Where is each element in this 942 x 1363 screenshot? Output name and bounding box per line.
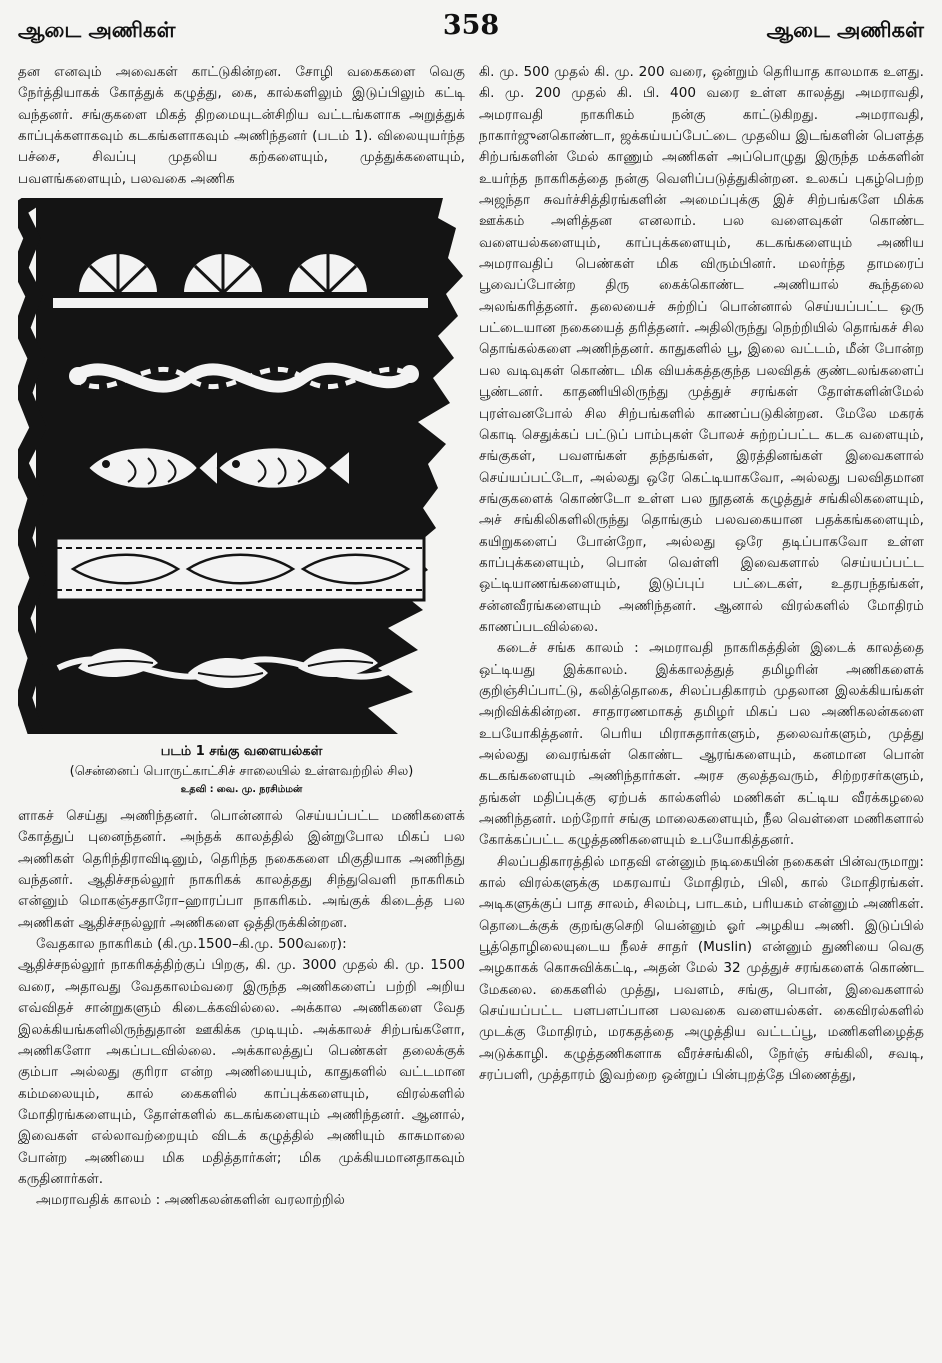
heading-amaravati-period	[18, 1190, 465, 1211]
paragraph-vedic: ஆதிச்சநல்லூர் நாகரிகத்திற்குப் பிறகு, கி. மு. 3000 முதல் கி. மு. 1500 வரை, அதாவது வேதகாலம்வரை இருந்த அணிகளைப் பற்றி அறிய எவ்விதச் சான்றுகளும் கிடைக்கவில்லை. அக்கால அணிகளை வேத இலக்கியங்களிலிருந்துதான் ஊகிக்க முடியும். அக்காலச் சிற்பங்களோ, அணிகளோ அகப்படவில்லை. அக்காலத்துப் பெண்கள் தலைக்குக் கும்பா அல்லது குரிரா என்ற அணியையும், காதுகளில் வட்டமான கம்மலையும், கால் கைகளில் காப்புக்களையும், விரல்களில் மோதிரங்களையும், தோள்களில் கடகங்களையும் அணிந்தனர். ஆனால், இவைகள் எல்லாவற்றையும் விடக் கழுத்தில் அணியும் காசுமாலை போன்ற அணியை மிக மதித்தார்கள்; மிக முக்கியமானதாகவும் கருதினார்கள்.	[18, 957, 465, 1187]
right-column	[479, 62, 924, 1087]
figure-caption: படம் 1 சங்கு வளையல்கள்	[160, 744, 323, 760]
heading-vedic-period	[18, 934, 465, 955]
band-arches	[53, 236, 428, 308]
left-column	[18, 62, 465, 1212]
conch-bangles-illustration	[18, 198, 465, 734]
paragraph-adichanallur: ளாகச் செய்து அணிந்தனர். பொன்னால் செய்யப்பட்ட மணிகளைக் கோத்துப் புனைந்தனர். அந்தக் காலத்தில் இன்றுபோல மிகப் பல அணிகள் தெரிந்திராவிடினும், தெரிந்த நகைகளை மிகுதியாக அணிந்து வந்தனர். ஆதிச்சநல்லூர் நாகரிகக் காலத்தது சிந்துவெளி நாகரிகம் என்னும் மொகஞ்சதாரோ–ஹாரப்பா நாகரிகம். அங்குக் கிடைத்த பல அணிகள் ஆதிச்சநல்லூர் அணிகளை ஒத்திருக்கின்றன.	[18, 808, 465, 931]
band-lozenges	[56, 538, 424, 600]
page-header	[18, 8, 924, 58]
sangam-lead: கடைச் சங்க காலம் :	[497, 640, 639, 657]
paragraph-silappathikaram: சிலப்பதிகாரத்தில் மாதவி என்னும் நடிகையின் நகைகள் பின்வருமாறு: கால் விரல்களுக்கு மகரவாய் மோதிரம், பிலி, கால் மோதிரங்கள். அடிகளுக்குப் பாத சாலம், சிலம்பு, பாடகம், பரியகம் என்னும் அணிகள். தொடைக்குக் குறங்குசெறி யென்னும் ஓர் அழகிய அணி. இடுப்பில் பூத்தொழிலையுடைய நீலச் சாதர் (Muslin) என்னும் துணியை வெகு அழகாகக் கொசுவிக்கட்டி, அதன் மேல் 32 முத்துச் சரங்களைக் கொண்ட மேகலை. கைகளில் முத்து, பவளம், சங்கு, பொன், இவைகளால் செய்யப்பட்ட பளபளப்பான பலவகை வளையல்கள். கைவிரல்களில் முடக்கு மோதிரம், மரகதத்தை அழுத்திய வட்டப்பூ, மணிகளிழைத்த அடுக்காழி. கழுத்தணிகளாக வீரச்சங்கிலி, நேர்ஞ் சங்கிலி, சவடி, சரப்பளி, முத்தாரம் இவற்றை ஒன்றுப் பின்புறத்தே பிணைத்து,	[479, 853, 924, 1084]
figure-subcaption: (சென்னைப் பொருட்காட்சிச் சாலையில் உள்ளவற்றில் சில)	[69, 764, 414, 780]
running-title-left: ஆடை அணிகள்	[18, 18, 176, 42]
paragraph-sangam	[479, 638, 924, 851]
amaravati-lead: அமராவதிக் காலம் :	[36, 1192, 161, 1209]
vedic-lead: வேதகால நாகரிகம் (கி.மு.1500–கி.மு. 500வரை):	[36, 936, 347, 953]
running-title-right: ஆடை அணிகள்	[766, 18, 924, 42]
sangam-body: அமராவதி நாகரிகத்தின் இடைக் காலத்தை ஒட்டியது இக்காலம். இக்காலத்துத் தமிழரின் அணிகளைக் குறிஞ்சிப்பாட்டு, கலித்தொகை, சிலப்பதிகாரம் முதலான இலக்கியங்கள் அறிவிக்கின்றன. சாதாரணமாகத் தமிழர் மிகப் பல அணிகலன்களை உபயோகித்தனர். பெரிய மிராசுதார்களும், தலைவர்களும், முத்து அல்லது வைரங்கள் கொண்ட ஆரங்களையும், கனமான பொன் கடகங்களையும் அணிந்தார்கள். அரச குலத்தவரும், சிற்றரசர்களும், தங்கள் மதிப்புக்கு ஏற்பக் கால்களில் மணிகள் கட்டிய வீரக்கழலை அணிந்தனர். மற்றோர் சங்கு மாலைகளையும், நீல வெள்ளை மணிகளால் கோக்கப்பட்ட கழுத்தணிகளையும் உபயோகித்தனர்.	[479, 640, 924, 849]
page-number: 358	[442, 10, 500, 41]
figure-conch-bangles	[18, 198, 465, 734]
figure-credit: உதவி : வை. மு. நரசிம்மன்	[180, 784, 303, 796]
amaravati-body: அணிகலன்களின் வரலாற்றில்	[164, 1192, 345, 1209]
paragraph-intro: தன எனவும் அவைகள் காட்டுகின்றன. சோழி வகைகளை வெகு நேர்த்தியாகக் கோத்துக் கழுத்து, கை, கால்களிலும் இடுப்பிலும் கட்டி வந்தனர். சங்குகளை மிகத் திறமையுடன்சிறிய வட்டங்களாக அறுத்துக் காப்புக்களாகவும் கடகங்களாகவும் அணிந்தனர் (படம் 1). விலையுயர்ந்த பச்சை, சிவப்பு முதலிய கற்களையும், முத்துக்களையும், பவளங்களையும், பலவகை அணிக	[18, 64, 465, 187]
paragraph-amaravati: கி. மு. 500 முதல் கி. மு. 200 வரை, ஒன்றும் தெரியாத காலமாக உளது. கி. மு. 200 முதல் கி. பி. 400 வரை உள்ள காலத்து அமராவதி, அமராவதி நாகரிகம் நன்கு காட்டுகிறது. அமராவதி, நாகார்ஜுனகொண்டா, ஜக்கய்யப்பேட்டை முதலிய இடங்களின் பௌத்த சிற்பங்களின் மேல் காணும் அணிகள் அப்பொழுது இருந்த மக்களின் உயர்ந்த நாகரிகத்தை நன்கு வெளிப்படுத்துகின்றன. உலகப் புகழ்பெற்ற அஜந்தா சுவர்ச்சித்திரங்களின் அமைப்புக்கு இச் சிற்பங்களே மிக்க ஊக்கம் அளித்தன எனலாம். பல வளைவுகள் கொண்ட வளையல்களையும், காப்புக்களையும், கடகங்களையும் அணிய அமராவதிப் பெண்கள் மிக விரும்பினர். மலர்ந்த தாமரைப் பூவைப்போன்ற திரு கைக்கொண்ட அணியால் கூந்தலை அலங்கரித்தனர். தலையைச் சுற்றிப் பொன்னால் செய்யப்பட்ட ஒரு பட்டையான நகையைத் தரித்தனர். அதிலிருந்து நெற்றியில் தொங்கச் சில தொங்கல்களை அணிந்தனர். காதுகளில் பூ, இலை வட்டம், மீன் போன்ற பல வடிவுகள் கொண்ட மிக வியக்கத்தகுந்த பலவிதக் குண்டலங்களைப் பூண்டனர். காதணியிலிருந்து முத்துச் சரங்கள் தோள்களின்மேல் புரள்வனபோல் சில சிற்பங்களில் காணப்படுகின்றன. மேலே மகரக் கொடி செதுக்கப் பட்டுப் பாம்புகள் போலச் சுற்றப்பட்ட கடக வளையும், சங்குகள், பவளங்கள் தந்தங்கள், இரத்தினங்கள் இவைகளால் செய்யப்பட்டோ, அல்லது ஒரே கெட்டியாகவோ, அல்லது பலவிதமான சங்குகளைக் கொண்டோ உள்ள பல நூதனக் கழுத்துச் சங்கிலிகளையும், அச் சங்கிலிகளிலிருந்து தொங்கும் பலவகையான பதக்கங்களையும், கயிறுகளைப் போன்றோ, அல்லது ஒரே தடிப்பாகவோ உள்ள காப்புக்களையும், பொன் வெள்ளி இவைகளால் செய்யப்பட்ட ஒட்டியாணங்களையும், இடுப்புப் பட்டைகள், உதரபந்தங்கள், சன்னவீரங்களையும் அணிந்தனர். ஆனால் விரல்களில் மோதிரம் காணப்படவில்லை.	[479, 64, 924, 635]
